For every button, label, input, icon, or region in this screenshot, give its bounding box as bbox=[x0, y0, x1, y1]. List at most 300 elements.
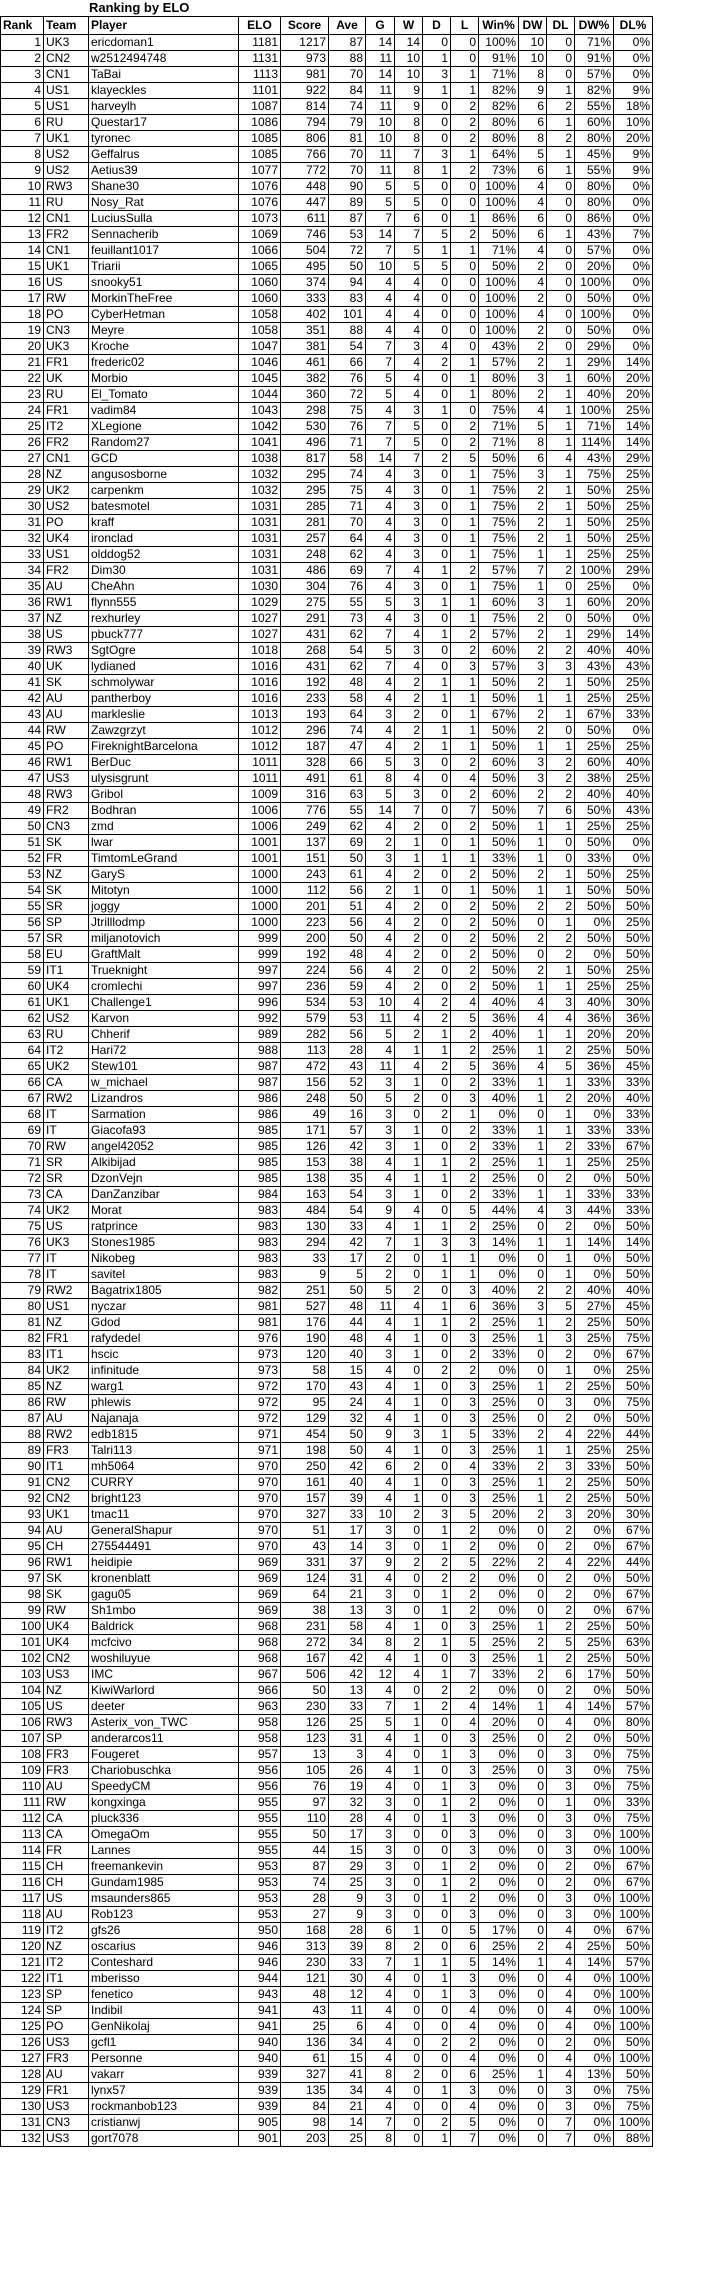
table-row bbox=[1, 1827, 653, 1843]
cell-rank: 14 bbox=[1, 243, 44, 259]
cell-rank: 121 bbox=[1, 1955, 44, 1971]
cell-w: 1 bbox=[395, 1699, 423, 1715]
cell-l: 5 bbox=[451, 1635, 479, 1651]
cell-dw-pct: 25% bbox=[575, 579, 614, 595]
cell-ave: 24 bbox=[329, 1395, 366, 1411]
cell-team: AU bbox=[44, 579, 89, 595]
cell-elo: 1066 bbox=[239, 243, 281, 259]
cell-dl-pct: 43% bbox=[614, 803, 653, 819]
cell-d: 1 bbox=[423, 1155, 451, 1171]
cell-d: 1 bbox=[423, 851, 451, 867]
cell-l: 3 bbox=[451, 1331, 479, 1347]
cell-dl: 2 bbox=[547, 771, 575, 787]
cell-ave: 17 bbox=[329, 1827, 366, 1843]
cell-rank: 129 bbox=[1, 2083, 44, 2099]
cell-rank: 128 bbox=[1, 2067, 44, 2083]
cell-l: 2 bbox=[451, 1891, 479, 1907]
cell-w: 1 bbox=[395, 1763, 423, 1779]
cell-dw-pct: 25% bbox=[575, 1635, 614, 1651]
cell-dw: 6 bbox=[519, 163, 547, 179]
cell-ave: 14 bbox=[329, 1539, 366, 1555]
cell-dw-pct: 40% bbox=[575, 787, 614, 803]
cell-dw-pct: 0% bbox=[575, 1923, 614, 1939]
cell-dl-pct: 75% bbox=[614, 2099, 653, 2115]
cell-win-pct: 60% bbox=[479, 643, 519, 659]
cell-elo: 984 bbox=[239, 1187, 281, 1203]
cell-d: 0 bbox=[423, 1139, 451, 1155]
cell-l: 2 bbox=[451, 755, 479, 771]
table-row bbox=[1, 723, 653, 739]
cell-dl-pct: 0% bbox=[614, 195, 653, 211]
cell-l: 4 bbox=[451, 2019, 479, 2035]
cell-elo: 1016 bbox=[239, 659, 281, 675]
cell-d: 0 bbox=[423, 1907, 451, 1923]
table-row bbox=[1, 1155, 653, 1171]
cell-team: RW bbox=[44, 723, 89, 739]
cell-player: savitel bbox=[89, 1267, 239, 1283]
cell-w: 2 bbox=[395, 1283, 423, 1299]
cell-g: 4 bbox=[366, 1219, 395, 1235]
table-row bbox=[1, 739, 653, 755]
cell-elo: 1086 bbox=[239, 115, 281, 131]
cell-rank: 132 bbox=[1, 2131, 44, 2147]
cell-rank: 65 bbox=[1, 1059, 44, 1075]
cell-score: 331 bbox=[281, 1555, 329, 1571]
cell-l: 2 bbox=[451, 963, 479, 979]
cell-rank: 117 bbox=[1, 1891, 44, 1907]
cell-d: 0 bbox=[423, 771, 451, 787]
cell-win-pct: 25% bbox=[479, 1619, 519, 1635]
cell-dw: 0 bbox=[519, 1683, 547, 1699]
cell-dl: 3 bbox=[547, 1203, 575, 1219]
cell-d: 1 bbox=[423, 1875, 451, 1891]
cell-d: 0 bbox=[423, 1475, 451, 1491]
cell-d: 0 bbox=[423, 1411, 451, 1427]
cell-team: IT bbox=[44, 1251, 89, 1267]
cell-ave: 48 bbox=[329, 1299, 366, 1315]
cell-d: 1 bbox=[423, 1955, 451, 1971]
cell-elo: 988 bbox=[239, 1043, 281, 1059]
cell-dl: 0 bbox=[547, 67, 575, 83]
table-row bbox=[1, 371, 653, 387]
cell-player: rafydedel bbox=[89, 1331, 239, 1347]
cell-dl: 0 bbox=[547, 307, 575, 323]
cell-dw-pct: 50% bbox=[575, 531, 614, 547]
cell-player: Dim30 bbox=[89, 563, 239, 579]
cell-rank: 53 bbox=[1, 867, 44, 883]
cell-d: 0 bbox=[423, 835, 451, 851]
cell-dw: 2 bbox=[519, 611, 547, 627]
cell-dl-pct: 0% bbox=[614, 35, 653, 51]
cell-dl: 2 bbox=[547, 131, 575, 147]
cell-ave: 55 bbox=[329, 595, 366, 611]
cell-dl-pct: 57% bbox=[614, 1955, 653, 1971]
cell-w: 9 bbox=[395, 83, 423, 99]
cell-dw-pct: 80% bbox=[575, 131, 614, 147]
cell-l: 2 bbox=[451, 931, 479, 947]
cell-dl: 0 bbox=[547, 851, 575, 867]
cell-dl-pct: 33% bbox=[614, 1795, 653, 1811]
cell-rank: 126 bbox=[1, 2035, 44, 2051]
cell-dw-pct: 0% bbox=[575, 1875, 614, 1891]
cell-player: warg1 bbox=[89, 1379, 239, 1395]
table-row bbox=[1, 1523, 653, 1539]
cell-dl: 0 bbox=[547, 243, 575, 259]
cell-elo: 1031 bbox=[239, 499, 281, 515]
cell-elo: 970 bbox=[239, 1507, 281, 1523]
table-row bbox=[1, 2115, 653, 2131]
table-row bbox=[1, 1747, 653, 1763]
cell-rank: 50 bbox=[1, 819, 44, 835]
cell-l: 1 bbox=[451, 371, 479, 387]
cell-team: NZ bbox=[44, 1379, 89, 1395]
cell-dw: 2 bbox=[519, 1555, 547, 1571]
cell-dl: 0 bbox=[547, 259, 575, 275]
table-row bbox=[1, 115, 653, 131]
cell-d: 0 bbox=[423, 2019, 451, 2035]
cell-dl-pct: 67% bbox=[614, 1139, 653, 1155]
cell-dw: 1 bbox=[519, 1043, 547, 1059]
cell-win-pct: 40% bbox=[479, 995, 519, 1011]
cell-dw: 0 bbox=[519, 1987, 547, 2003]
cell-ave: 42 bbox=[329, 1651, 366, 1667]
cell-win-pct: 33% bbox=[479, 1667, 519, 1683]
cell-dl-pct: 50% bbox=[614, 1491, 653, 1507]
cell-g: 11 bbox=[366, 1059, 395, 1075]
cell-w: 2 bbox=[395, 1459, 423, 1475]
cell-ave: 31 bbox=[329, 1731, 366, 1747]
cell-dl: 1 bbox=[547, 1187, 575, 1203]
cell-g: 4 bbox=[366, 499, 395, 515]
cell-elo: 1069 bbox=[239, 227, 281, 243]
cell-w: 3 bbox=[395, 499, 423, 515]
cell-player: TaBai bbox=[89, 67, 239, 83]
cell-team: PO bbox=[44, 739, 89, 755]
cell-dl-pct: 20% bbox=[614, 595, 653, 611]
cell-dw: 0 bbox=[519, 1747, 547, 1763]
cell-dl: 2 bbox=[547, 1139, 575, 1155]
cell-l: 2 bbox=[451, 867, 479, 883]
cell-w: 1 bbox=[395, 1187, 423, 1203]
cell-w: 5 bbox=[395, 259, 423, 275]
table-row bbox=[1, 515, 653, 531]
cell-dl: 0 bbox=[547, 339, 575, 355]
cell-d: 4 bbox=[423, 339, 451, 355]
cell-dl: 1 bbox=[547, 595, 575, 611]
cell-w: 2 bbox=[395, 723, 423, 739]
cell-d: 0 bbox=[423, 947, 451, 963]
cell-g: 4 bbox=[366, 1811, 395, 1827]
cell-w: 2 bbox=[395, 1027, 423, 1043]
cell-l: 2 bbox=[451, 2035, 479, 2051]
cell-elo: 946 bbox=[239, 1939, 281, 1955]
cell-rank: 33 bbox=[1, 547, 44, 563]
cell-score: 231 bbox=[281, 1619, 329, 1635]
cell-dw-pct: 45% bbox=[575, 147, 614, 163]
cell-rank: 41 bbox=[1, 675, 44, 691]
cell-win-pct: 82% bbox=[479, 83, 519, 99]
table-row bbox=[1, 35, 653, 51]
cell-player: flynn555 bbox=[89, 595, 239, 611]
cell-score: 250 bbox=[281, 1459, 329, 1475]
cell-win-pct: 40% bbox=[479, 1091, 519, 1107]
cell-dl: 1 bbox=[547, 467, 575, 483]
cell-g: 7 bbox=[366, 243, 395, 259]
cell-player: harveylh bbox=[89, 99, 239, 115]
cell-dw: 1 bbox=[519, 2067, 547, 2083]
cell-d: 0 bbox=[423, 2099, 451, 2115]
cell-dl: 0 bbox=[547, 211, 575, 227]
cell-win-pct: 0% bbox=[479, 1571, 519, 1587]
table-row bbox=[1, 947, 653, 963]
cell-g: 8 bbox=[366, 1635, 395, 1651]
cell-rank: 68 bbox=[1, 1107, 44, 1123]
cell-w: 0 bbox=[395, 2035, 423, 2051]
cell-g: 4 bbox=[366, 2003, 395, 2019]
cell-elo: 970 bbox=[239, 1491, 281, 1507]
cell-rank: 70 bbox=[1, 1139, 44, 1155]
cell-ave: 42 bbox=[329, 1459, 366, 1475]
cell-dl-pct: 36% bbox=[614, 1011, 653, 1027]
cell-d: 0 bbox=[423, 1459, 451, 1475]
cell-l: 2 bbox=[451, 1347, 479, 1363]
cell-l: 1 bbox=[451, 483, 479, 499]
cell-player: GenNikolaj bbox=[89, 2019, 239, 2035]
cell-team: CN3 bbox=[44, 323, 89, 339]
cell-win-pct: 50% bbox=[479, 867, 519, 883]
cell-dw-pct: 33% bbox=[575, 1187, 614, 1203]
cell-dl: 2 bbox=[547, 563, 575, 579]
cell-rank: 48 bbox=[1, 787, 44, 803]
cell-dl-pct: 25% bbox=[614, 1443, 653, 1459]
cell-dw-pct: 33% bbox=[575, 1075, 614, 1091]
cell-elo: 970 bbox=[239, 1475, 281, 1491]
cell-w: 0 bbox=[395, 1859, 423, 1875]
cell-dw: 0 bbox=[519, 1219, 547, 1235]
cell-score: 973 bbox=[281, 51, 329, 67]
cell-l: 3 bbox=[451, 1907, 479, 1923]
cell-dl-pct: 40% bbox=[614, 643, 653, 659]
cell-dw-pct: 33% bbox=[575, 1123, 614, 1139]
cell-g: 11 bbox=[366, 1011, 395, 1027]
cell-d: 0 bbox=[423, 275, 451, 291]
cell-g: 5 bbox=[366, 643, 395, 659]
cell-player: lydianed bbox=[89, 659, 239, 675]
cell-dl: 2 bbox=[547, 1683, 575, 1699]
cell-d: 1 bbox=[423, 1971, 451, 1987]
cell-rank: 27 bbox=[1, 451, 44, 467]
cell-elo: 999 bbox=[239, 947, 281, 963]
cell-win-pct: 64% bbox=[479, 147, 519, 163]
cell-rank: 36 bbox=[1, 595, 44, 611]
cell-win-pct: 25% bbox=[479, 1043, 519, 1059]
table-row bbox=[1, 2019, 653, 2035]
cell-dw-pct: 0% bbox=[575, 1603, 614, 1619]
cell-rank: 101 bbox=[1, 1635, 44, 1651]
cell-dl: 1 bbox=[547, 483, 575, 499]
cell-d: 2 bbox=[423, 1011, 451, 1027]
table-row bbox=[1, 1427, 653, 1443]
cell-rank: 80 bbox=[1, 1299, 44, 1315]
cell-score: 817 bbox=[281, 451, 329, 467]
cell-ave: 61 bbox=[329, 771, 366, 787]
cell-score: 193 bbox=[281, 707, 329, 723]
table-row bbox=[1, 1059, 653, 1075]
cell-g: 10 bbox=[366, 259, 395, 275]
cell-w: 0 bbox=[395, 1987, 423, 2003]
cell-dw-pct: 55% bbox=[575, 163, 614, 179]
cell-score: 374 bbox=[281, 275, 329, 291]
cell-win-pct: 60% bbox=[479, 755, 519, 771]
cell-score: 257 bbox=[281, 531, 329, 547]
cell-d: 0 bbox=[423, 131, 451, 147]
cell-score: 794 bbox=[281, 115, 329, 131]
cell-l: 2 bbox=[451, 787, 479, 803]
cell-ave: 63 bbox=[329, 787, 366, 803]
cell-g: 4 bbox=[366, 1731, 395, 1747]
cell-d: 0 bbox=[423, 579, 451, 595]
cell-g: 4 bbox=[366, 1747, 395, 1763]
cell-rank: 19 bbox=[1, 323, 44, 339]
cell-dl: 1 bbox=[547, 147, 575, 163]
cell-dw: 2 bbox=[519, 1667, 547, 1683]
cell-team: IT1 bbox=[44, 1347, 89, 1363]
cell-rank: 69 bbox=[1, 1123, 44, 1139]
cell-d: 0 bbox=[423, 419, 451, 435]
cell-dw-pct: 25% bbox=[575, 1155, 614, 1171]
cell-l: 1 bbox=[451, 1107, 479, 1123]
cell-l: 3 bbox=[451, 1491, 479, 1507]
cell-dl: 2 bbox=[547, 643, 575, 659]
cell-dw-pct: 25% bbox=[575, 1379, 614, 1395]
cell-win-pct: 43% bbox=[479, 339, 519, 355]
cell-ave: 62 bbox=[329, 547, 366, 563]
cell-dw-pct: 100% bbox=[575, 307, 614, 323]
cell-elo: 1041 bbox=[239, 435, 281, 451]
cell-l: 4 bbox=[451, 995, 479, 1011]
cell-g: 3 bbox=[366, 1859, 395, 1875]
cell-w: 1 bbox=[395, 1139, 423, 1155]
cell-l: 2 bbox=[451, 1123, 479, 1139]
cell-d: 0 bbox=[423, 99, 451, 115]
cell-l: 1 bbox=[451, 67, 479, 83]
cell-dw: 4 bbox=[519, 995, 547, 1011]
cell-rank: 123 bbox=[1, 1987, 44, 2003]
cell-dl: 1 bbox=[547, 867, 575, 883]
cell-elo: 1046 bbox=[239, 355, 281, 371]
cell-dl: 4 bbox=[547, 1955, 575, 1971]
cell-dw: 1 bbox=[519, 1139, 547, 1155]
cell-elo: 958 bbox=[239, 1715, 281, 1731]
cell-dw-pct: 25% bbox=[575, 1315, 614, 1331]
cell-dw-pct: 0% bbox=[575, 1571, 614, 1587]
cell-rank: 105 bbox=[1, 1699, 44, 1715]
cell-player: batesmotel bbox=[89, 499, 239, 515]
cell-score: 295 bbox=[281, 483, 329, 499]
cell-rank: 87 bbox=[1, 1411, 44, 1427]
cell-l: 1 bbox=[451, 691, 479, 707]
cell-dw-pct: 13% bbox=[575, 2067, 614, 2083]
cell-w: 0 bbox=[395, 2083, 423, 2099]
cell-dl-pct: 75% bbox=[614, 1395, 653, 1411]
cell-team: UK2 bbox=[44, 1203, 89, 1219]
cell-w: 2 bbox=[395, 819, 423, 835]
cell-player: CheAhn bbox=[89, 579, 239, 595]
cell-g: 5 bbox=[366, 387, 395, 403]
cell-ave: 64 bbox=[329, 531, 366, 547]
cell-dw-pct: 57% bbox=[575, 243, 614, 259]
cell-dw-pct: 29% bbox=[575, 355, 614, 371]
cell-elo: 939 bbox=[239, 2099, 281, 2115]
cell-w: 0 bbox=[395, 1539, 423, 1555]
cell-win-pct: 82% bbox=[479, 99, 519, 115]
cell-team: IT2 bbox=[44, 1955, 89, 1971]
cell-d: 0 bbox=[423, 1619, 451, 1635]
cell-dl: 1 bbox=[547, 115, 575, 131]
cell-dl: 3 bbox=[547, 1747, 575, 1763]
column-header-score: Score bbox=[281, 17, 329, 35]
table-row bbox=[1, 1315, 653, 1331]
cell-l: 2 bbox=[451, 163, 479, 179]
cell-dw-pct: 0% bbox=[575, 2083, 614, 2099]
cell-elo: 1031 bbox=[239, 547, 281, 563]
cell-dl-pct: 0% bbox=[614, 275, 653, 291]
cell-win-pct: 25% bbox=[479, 1939, 519, 1955]
cell-win-pct: 50% bbox=[479, 931, 519, 947]
cell-dl: 2 bbox=[547, 755, 575, 771]
cell-ave: 35 bbox=[329, 1171, 366, 1187]
cell-player: Sennacherib bbox=[89, 227, 239, 243]
cell-d: 0 bbox=[423, 435, 451, 451]
cell-score: 328 bbox=[281, 755, 329, 771]
cell-dw: 2 bbox=[519, 515, 547, 531]
cell-score: 223 bbox=[281, 915, 329, 931]
cell-l: 3 bbox=[451, 1619, 479, 1635]
cell-elo: 1131 bbox=[239, 51, 281, 67]
cell-dl-pct: 67% bbox=[614, 1347, 653, 1363]
cell-score: 43 bbox=[281, 1539, 329, 1555]
cell-rank: 114 bbox=[1, 1843, 44, 1859]
cell-rank: 61 bbox=[1, 995, 44, 1011]
cell-player: Mitotyn bbox=[89, 883, 239, 899]
cell-w: 0 bbox=[395, 2003, 423, 2019]
cell-dw: 1 bbox=[519, 819, 547, 835]
cell-d: 2 bbox=[423, 2035, 451, 2051]
cell-dl-pct: 33% bbox=[614, 707, 653, 723]
cell-player: Jtrilllodmp bbox=[89, 915, 239, 931]
cell-elo: 1012 bbox=[239, 723, 281, 739]
cell-dl-pct: 0% bbox=[614, 67, 653, 83]
cell-win-pct: 33% bbox=[479, 1427, 519, 1443]
table-row bbox=[1, 259, 653, 275]
cell-w: 1 bbox=[395, 1379, 423, 1395]
cell-l: 0 bbox=[451, 195, 479, 211]
cell-l: 0 bbox=[451, 339, 479, 355]
cell-g: 3 bbox=[366, 1123, 395, 1139]
cell-g: 7 bbox=[366, 1955, 395, 1971]
cell-player: Personne bbox=[89, 2051, 239, 2067]
cell-win-pct: 25% bbox=[479, 1331, 519, 1347]
cell-win-pct: 80% bbox=[479, 371, 519, 387]
cell-team: US2 bbox=[44, 499, 89, 515]
column-header-d: D bbox=[423, 17, 451, 35]
cell-team: CN2 bbox=[44, 51, 89, 67]
cell-rank: 49 bbox=[1, 803, 44, 819]
cell-dw: 2 bbox=[519, 499, 547, 515]
cell-score: 98 bbox=[281, 2115, 329, 2131]
cell-g: 7 bbox=[366, 419, 395, 435]
cell-ave: 13 bbox=[329, 1603, 366, 1619]
